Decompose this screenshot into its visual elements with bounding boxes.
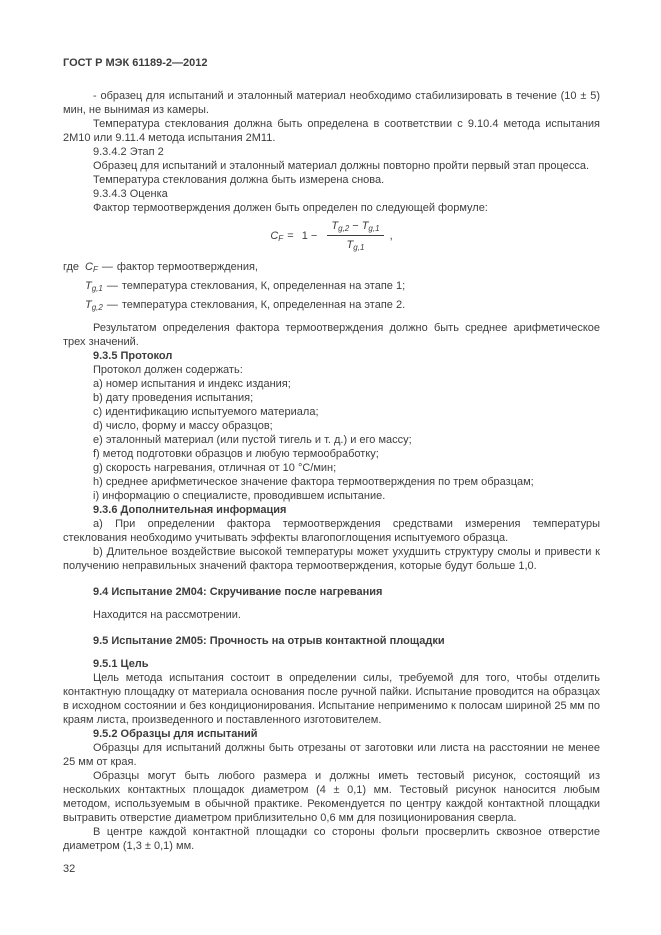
heading-9-3-5: 9.3.5 Протокол xyxy=(93,350,173,362)
formula-lhs xyxy=(270,229,283,243)
legend-text-tg2: температура стеклования, К, определенная на этапе 2. xyxy=(121,299,406,311)
legend-var-tg2-subscript: g,2 xyxy=(91,303,103,312)
numerator-var-b: T xyxy=(361,220,369,232)
legend-text-tg1: температура стеклования, К, определенная на этапе 1; xyxy=(121,280,406,292)
paragraph-stage2: Образец для испытаний и эталонный материал должны повторно пройти первый этап процесса. xyxy=(93,160,589,172)
paragraph-9-5-1: Цель метода испытания состоит в определении силы, требуемой для того, чтобы отделить контактную площадку от материала основания после ручной пайки. Испытание проводится на образцах в исходном состоянии и без кондиционирования. Испытание неприменимо к полосам шириной 25 мм по краям листа, произведенного и поставленного изготовителем. xyxy=(63,672,600,726)
denominator-var: T xyxy=(346,239,354,251)
denominator-var-subscript: g,1 xyxy=(353,243,365,252)
heading-9-3-4-2: 9.3.4.2 Этап 2 xyxy=(93,146,164,158)
paragraph-9-5-2-c: В центре каждой контактной площадки со стороны фольги просверлить сквозное отверстие диаметром (1,3 ± 0,1) мм. xyxy=(63,826,600,852)
paragraph-result: Результатом определения фактора термоотверждения должно быть среднее арифметическое трех значений. xyxy=(63,322,600,348)
heading-9-5-1: 9.5.1 Цель xyxy=(93,658,149,670)
formula-legend xyxy=(63,258,600,315)
protocol-item-c: c) идентификацию испытуемого материала; xyxy=(93,406,319,418)
legend-dash: — xyxy=(106,280,118,292)
paragraph-info-a: a) При определении фактора термоотверждения средствами измерения температуры стеклования необходимо учитывать эффекты влагопоглощения испытуемого образца. xyxy=(63,518,600,544)
paragraph-9-5-2-a: Образцы для испытаний должны быть отрезаны от заготовки или листа на расстоянии не менее 25 мм от края. xyxy=(63,742,600,768)
formula-lhs-var: C xyxy=(270,229,279,242)
formula-fraction xyxy=(327,219,383,252)
curing-factor-formula xyxy=(63,219,600,252)
legend-row-tg2 xyxy=(63,296,600,315)
protocol-item-g: g) скорость нагревания, отличная от 10 °С/мин; xyxy=(93,462,337,474)
heading-9-5: 9.5 Испытание 2М05: Прочность на отрыв контактной площадки xyxy=(93,635,445,647)
legend-row-tg1 xyxy=(63,277,600,296)
protocol-item-h: h) среднее арифметическое значение фактора термоотверждения по трем образцам; xyxy=(93,476,534,488)
paragraph-info-b: b) Длительное воздействие высокой температуры может ухудшить структуру смолы и привести к получению неправильных значений фактора термоотверждения, которые будут больше 1,0. xyxy=(63,546,600,572)
legend-var-tg2: T xyxy=(85,299,92,311)
legend-text-cf: фактор термоотверждения, xyxy=(116,261,258,273)
heading-9-5-2: 9.5.2 Образцы для испытаний xyxy=(93,728,258,740)
protocol-item-d: d) число, форму и массу образцов; xyxy=(93,420,273,432)
protocol-item-b: b) дату проведения испытания; xyxy=(93,392,254,404)
formula-trailing-comma: , xyxy=(389,229,393,242)
formula-lhs-subscript: F xyxy=(278,233,284,243)
legend-var-cf-subscript: F xyxy=(92,265,98,274)
numerator-var-a: T xyxy=(331,220,339,232)
legend-dash: — xyxy=(106,299,118,311)
numerator-var-b-subscript: g,1 xyxy=(368,224,380,233)
protocol-item-a: a) номер испытания и индекс издания; xyxy=(93,378,291,390)
paragraph-9-4: Находится на рассмотрении. xyxy=(93,609,241,621)
legend-row-cf xyxy=(63,258,600,277)
heading-9-3-4-3: 9.3.4.3 Оценка xyxy=(93,188,168,200)
fraction-denominator xyxy=(327,236,383,252)
formula-one-minus: 1 − xyxy=(301,229,318,242)
protocol-item-e: e) эталонный материал (или пустой тигель и т. д.) и его массу; xyxy=(93,434,412,446)
numerator-minus-sign: − xyxy=(352,220,359,232)
page-number: 32 xyxy=(63,863,76,875)
heading-9-3-6: 9.3.6 Дополнительная информация xyxy=(93,504,287,516)
legend-dash: — xyxy=(101,261,113,273)
protocol-item-f: f) метод подготовки образцов и любую термообработку; xyxy=(93,448,379,460)
legend-var-tg1: T xyxy=(85,280,92,292)
paragraph-9-5-2-b: Образцы могут быть любого размера и должны иметь тестовый рисунок, состоящий из нескольких контактных площадок диаметром (4 ± 0,1) мм. Тестовый рисунок наносится любым методом, используемым в обычной практике. Рекомендуется по центру каждой контактной площадки вытравить отверстие диаметром приблизительно 0,6 мм для позиционирования сверла. xyxy=(63,770,600,824)
paragraph-tg-define: Температура стеклования должна быть определена в соответствии с 9.10.4 метода испытания 2М10 или 9.11.4 метода испытания 2М11. xyxy=(63,118,600,144)
paragraph-tg-again: Температура стеклования должна быть измерена снова. xyxy=(93,174,385,186)
formula-equals-sign: = xyxy=(287,229,294,242)
legend-prefix: где xyxy=(63,261,80,273)
paragraph-stabilize: - образец для испытаний и эталонный материал необходимо стабилизировать в течение (10 ± 5) мин, не вынимая из камеры. xyxy=(63,90,600,116)
document-header: ГОСТ Р МЭК 61189-2—2012 xyxy=(63,57,208,69)
protocol-item-i: i) информацию о специалисте, проводившем испытание. xyxy=(93,490,386,502)
legend-var-tg1-subscript: g,1 xyxy=(91,284,103,293)
legend-var-cf: C xyxy=(85,261,93,273)
heading-9-4: 9.4 Испытание 2М04: Скручивание после нагревания xyxy=(93,586,383,598)
numerator-var-a-subscript: g,2 xyxy=(338,224,350,233)
fraction-numerator xyxy=(327,219,383,236)
paragraph-formula-intro: Фактор термоотверждения должен быть определен по следующей формуле: xyxy=(93,202,488,214)
paragraph-protocol-intro: Протокол должен содержать: xyxy=(93,364,243,376)
